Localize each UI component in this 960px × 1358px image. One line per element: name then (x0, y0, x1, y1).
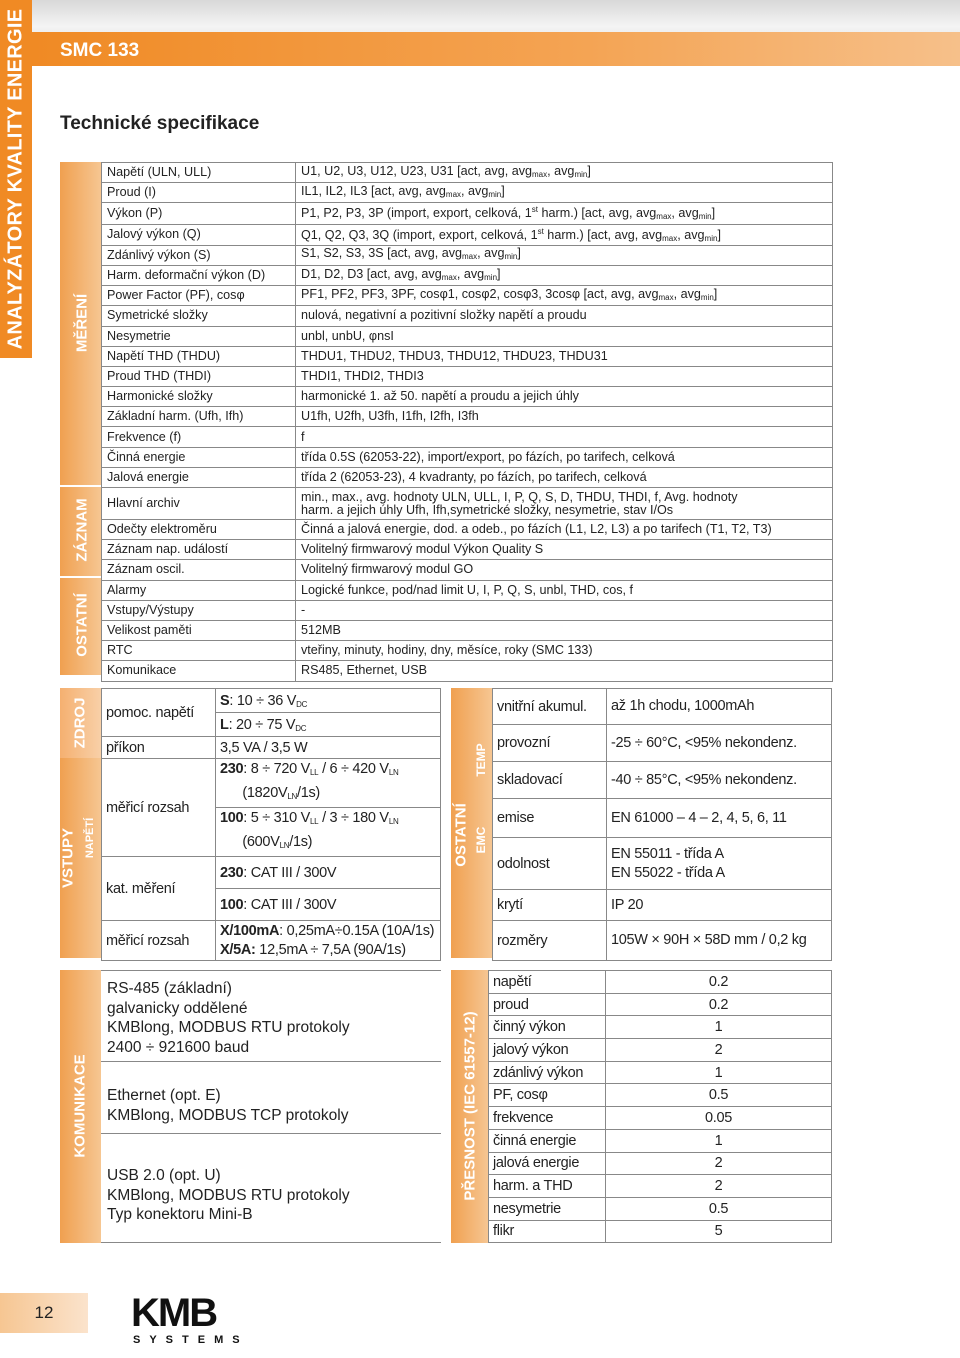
kat-230: 230: CAT III / 300V (216, 857, 441, 889)
other-row (493, 799, 832, 838)
other-value: až 1h chodu, 1000mAh (607, 689, 832, 725)
spec-value: - (296, 600, 833, 620)
spec-row (102, 346, 833, 366)
spec-row (102, 488, 833, 520)
spec-row (102, 467, 833, 487)
spec-value: 512MB (296, 620, 833, 640)
other-value: EN 55011 - třída A EN 55022 - třída A (607, 838, 832, 890)
spec-key: Výkon (P) (102, 203, 296, 224)
other-key: rozměry (493, 921, 607, 961)
spec-row (102, 520, 833, 540)
other-value: -40 ÷ 85°C, <95% nekondenz. (607, 762, 832, 799)
section-label-napeti: NAPĚTÍ (84, 817, 96, 859)
spec-value: IL1, IL2, IL3 [act, avg, avg$_{max}$, avg$_{min}$] (296, 183, 833, 203)
spec-key: Komunikace (102, 661, 296, 681)
spec-key: Napětí THD (THDU) (102, 346, 296, 366)
section-label-zdroj: ZDROJ (71, 697, 89, 749)
spec-value: THDI1, THDI2, THDI3 (296, 366, 833, 386)
spec-key: Jalový výkon (Q) (102, 224, 296, 245)
spec-value: P1, P2, P3, 3P (import, export, celková, 1st harm.) [act, avg, avg$_{max}$, avg$_{min}$] (296, 203, 833, 224)
spec-key: Nesymetrie (102, 326, 296, 346)
other-value: EN 61000 – 4 – 2, 4, 5, 6, 11 (607, 799, 832, 838)
spec-row (102, 366, 833, 386)
header-accent-bar (32, 32, 960, 66)
merici-rozsah-label: měřicí rozsah (102, 759, 216, 857)
spec-key: Základní harm. (Ufh, Ifh) (102, 407, 296, 427)
page-number: 12 (0, 1293, 88, 1333)
spec-key: Činná energie (102, 447, 296, 467)
accuracy-row (489, 1084, 832, 1107)
merici-rozsah-proud-label: měřicí rozsah (102, 921, 216, 961)
spec-row (102, 641, 833, 661)
accuracy-key: jalová energie (489, 1152, 606, 1175)
accuracy-key: jalový výkon (489, 1039, 606, 1062)
other-row (493, 689, 832, 725)
accuracy-key: frekvence (489, 1107, 606, 1130)
accuracy-row (489, 1016, 832, 1039)
accuracy-value: 0.05 (606, 1107, 832, 1130)
accuracy-row (489, 1152, 832, 1175)
spec-value: PF1, PF2, PF3, 3PF, cosφ1, cosφ2, cosφ3, 3cosφ [act, avg, avg$_{max}$, avg$_{min}$] (296, 286, 833, 306)
spec-value: S1, S2, S3, 3S [act, avg, avg$_{max}$, avg$_{min}$] (296, 245, 833, 265)
accuracy-key: nesymetrie (489, 1197, 606, 1220)
spec-row (102, 306, 833, 326)
other-table (492, 688, 832, 961)
prikon-label: příkon (102, 737, 216, 759)
accuracy-row (489, 1039, 832, 1062)
product-name: SMC 133 (60, 40, 140, 61)
spec-row (102, 600, 833, 620)
section-label-komunikace: KOMUNIKACE (71, 1054, 89, 1158)
sidebar-label: ANALYZÁTORY KVALITY ENERGIE (4, 8, 27, 350)
accuracy-row (489, 1107, 832, 1130)
spec-value: THDU1, THDU2, THDU3, THDU12, THDU23, THDU31 (296, 346, 833, 366)
accuracy-row (489, 1197, 832, 1220)
prikon-value: 3,5 VA / 3,5 W (216, 737, 441, 759)
accuracy-key: činná energie (489, 1129, 606, 1152)
comm-usb: USB 2.0 (opt. U) KMBlong, MODBUS RTU protokoly Typ konektoru Mini-B (101, 1134, 441, 1243)
accuracy-key: harm. a THD (489, 1175, 606, 1198)
other-key: skladovací (493, 762, 607, 799)
spec-value: min., max., avg. hodnoty ULN, ULL, I, P, Q, S, D, THDU, THDI, f, Avg. hodnoty harm. a jejich úhly Ufh, Ifh,symetrické složky, nesymetrie, stav I/Os (296, 488, 833, 520)
accuracy-value: 2 (606, 1039, 832, 1062)
spec-row (102, 326, 833, 346)
kat-label: kat. měření (102, 857, 216, 921)
spec-key: Power Factor (PF), cosφ (102, 286, 296, 306)
accuracy-value: 0.5 (606, 1197, 832, 1220)
accuracy-row (489, 1175, 832, 1198)
spec-key: Jalová energie (102, 467, 296, 487)
spec-value: harmonické 1. až 50. napětí a proudu a jejich úhly (296, 387, 833, 407)
spec-value: nulová, negativní a pozitivní složky napětí a proudu (296, 306, 833, 326)
other-row (493, 838, 832, 890)
section-label-presnost: PŘESNOST (IEC 61557-12) (461, 1011, 479, 1201)
spec-row (102, 286, 833, 306)
spec-table (101, 162, 833, 682)
spec-value: D1, D2, D3 [act, avg, avg$_{max}$, avg$_{min}$] (296, 265, 833, 285)
kmb-logo-graphic (131, 1292, 243, 1346)
logo-main-text: KMB (131, 1292, 217, 1335)
accuracy-value: 0.2 (606, 993, 832, 1016)
other-value: 105W × 90H × 58D mm / 0,2 kg (607, 921, 832, 961)
accuracy-key: PF, cosφ (489, 1084, 606, 1107)
sidebar-band (0, 0, 32, 358)
other-key: provozní (493, 725, 607, 762)
section-label-ostatni: OSTATNÍ (73, 593, 91, 657)
other-row (493, 921, 832, 961)
spec-key: Záznam nap. událostí (102, 540, 296, 560)
page-title: Technické specifikace (60, 113, 260, 134)
accuracy-row (489, 971, 832, 994)
accuracy-row (489, 993, 832, 1016)
spec-key: Symetrické složky (102, 306, 296, 326)
other-value: -25 ÷ 60°C, <95% nekondenz. (607, 725, 832, 762)
spec-key: Vstupy/Výstupy (102, 600, 296, 620)
section-label-temp: TEMP (474, 743, 488, 777)
accuracy-row (489, 1220, 832, 1243)
spec-value: RS485, Ethernet, USB (296, 661, 833, 681)
spec-value: U1fh, U2fh, U3fh, I1fh, I2fh, I3fh (296, 407, 833, 427)
pomoc-label: pomoc. napětí (102, 689, 216, 737)
spec-value: třída 0.5S (62053-22), import/export, po fázích, po tarifech, celková (296, 447, 833, 467)
spec-key: Hlavní archiv (102, 488, 296, 520)
accuracy-value: 1 (606, 1016, 832, 1039)
spec-key: Zdánlivý výkon (S) (102, 245, 296, 265)
accuracy-value: 0.2 (606, 971, 832, 994)
spec-value: Činná a jalová energie, dod. a odeb., po fázích (L1, L2, L3) a po tarifech (T1, T2, T3) (296, 520, 833, 540)
l-range: L: 20 ÷ 75 $V_{DC}$ (216, 713, 441, 737)
section-label-mereni: MĚŘENÍ (73, 293, 91, 353)
accuracy-value: 1 (606, 1061, 832, 1084)
spec-value: vteřiny, minuty, hodiny, dny, měsíce, roky (SMC 133) (296, 641, 833, 661)
spec-value: f (296, 427, 833, 447)
spec-row (102, 203, 833, 224)
section-label-ostatni2: OSTATNÍ (452, 803, 470, 867)
spec-value: Volitelný firmwarový modul GO (296, 560, 833, 580)
kmb-logo (131, 1292, 243, 1351)
spec-key: Záznam oscil. (102, 560, 296, 580)
section-label-emc: EMC (474, 826, 488, 854)
spec-row (102, 560, 833, 580)
comm-rs485: RS-485 (základní) galvanicky oddělené KMBlong, MODBUS RTU protokoly 2400 ÷ 921600 baud (101, 970, 441, 1062)
spec-key: Alarmy (102, 580, 296, 600)
spec-row (102, 540, 833, 560)
other-value: IP 20 (607, 890, 832, 921)
accuracy-key: flikr (489, 1220, 606, 1243)
comm-box (101, 970, 441, 1243)
spec-key: Napětí (ULN, ULL) (102, 163, 296, 183)
section-label-zaznam: ZÁZNAM (73, 498, 91, 562)
spec-key: Odečty elektroměru (102, 520, 296, 540)
spec-row (102, 163, 833, 183)
spec-row (102, 407, 833, 427)
accuracy-key: činný výkon (489, 1016, 606, 1039)
proud-range: X/100mA: 0,25mA÷0.15A (10A/1s) X/5A: 12,5mA ÷ 7,5A (90A/1s) (216, 921, 441, 961)
accuracy-value: 2 (606, 1175, 832, 1198)
accuracy-value: 5 (606, 1220, 832, 1243)
other-key: krytí (493, 890, 607, 921)
spec-row (102, 265, 833, 285)
spec-row (102, 245, 833, 265)
other-row (493, 762, 832, 799)
other-row (493, 725, 832, 762)
spec-row (102, 387, 833, 407)
accuracy-value: 2 (606, 1152, 832, 1175)
accuracy-table (488, 970, 832, 1243)
spec-value: třída 2 (62053-23), 4 kvadranty, po fázích, po tarifech, celková (296, 467, 833, 487)
kat-100: 100: CAT III / 300V (216, 889, 441, 921)
spec-key: Velikost paměti (102, 620, 296, 640)
spec-row (102, 620, 833, 640)
accuracy-key: napětí (489, 971, 606, 994)
spec-row (102, 661, 833, 681)
other-key: emise (493, 799, 607, 838)
accuracy-row (489, 1129, 832, 1152)
spec-row (102, 580, 833, 600)
spec-value: Q1, Q2, Q3, 3Q (import, export, celková, 1st harm.) [act, avg, avg$_{max}$, avg$_{min}$] (296, 224, 833, 245)
spec-value: U1, U2, U3, U12, U23, U31 [act, avg, avg$_{max}$, avg$_{min}$] (296, 163, 833, 183)
accuracy-value: 1 (606, 1129, 832, 1152)
spec-row (102, 183, 833, 203)
logo-sub-text: SYSTEMS (133, 1334, 243, 1346)
inputs-table (101, 688, 441, 961)
spec-key: Harmonické složky (102, 387, 296, 407)
spec-key: Proud (I) (102, 183, 296, 203)
range-100: 100: 5 ÷ 310 $V_{LL} / 3 \div 180$ $V_{LN}$ $(600V_{LN}/1s)$ (216, 808, 441, 857)
spec-key: Frekvence (f) (102, 427, 296, 447)
accuracy-row (489, 1061, 832, 1084)
other-row (493, 890, 832, 921)
other-key: odolnost (493, 838, 607, 890)
spec-value: unbl, unbU, φnsI (296, 326, 833, 346)
range-230: 230: 8 ÷ 720 $V_{LL} / 6 \div 420$ $V_{LN}$ $(1820V_{LN}/1s)$ (216, 759, 441, 808)
accuracy-value: 0.5 (606, 1084, 832, 1107)
spec-row (102, 447, 833, 467)
s-range: S: 10 ÷ 36 $V_{DC}$ (216, 689, 441, 713)
spec-value: Volitelný firmwarový modul Výkon Quality S (296, 540, 833, 560)
spec-key: Proud THD (THDI) (102, 366, 296, 386)
spec-key: RTC (102, 641, 296, 661)
accuracy-key: zdánlivý výkon (489, 1061, 606, 1084)
comm-ethernet: Ethernet (opt. E) KMBlong, MODBUS TCP protokoly (101, 1062, 441, 1134)
spec-value: Logické funkce, pod/nad limit U, I, P, Q, S, unbl, THD, cos, f (296, 580, 833, 600)
spec-key: Harm. deformační výkon (D) (102, 265, 296, 285)
spec-row (102, 427, 833, 447)
spec-row (102, 224, 833, 245)
accuracy-key: proud (489, 993, 606, 1016)
other-key: vnitřní akumul. (493, 689, 607, 725)
section-label-vstupy: VSTUPY (59, 827, 77, 889)
